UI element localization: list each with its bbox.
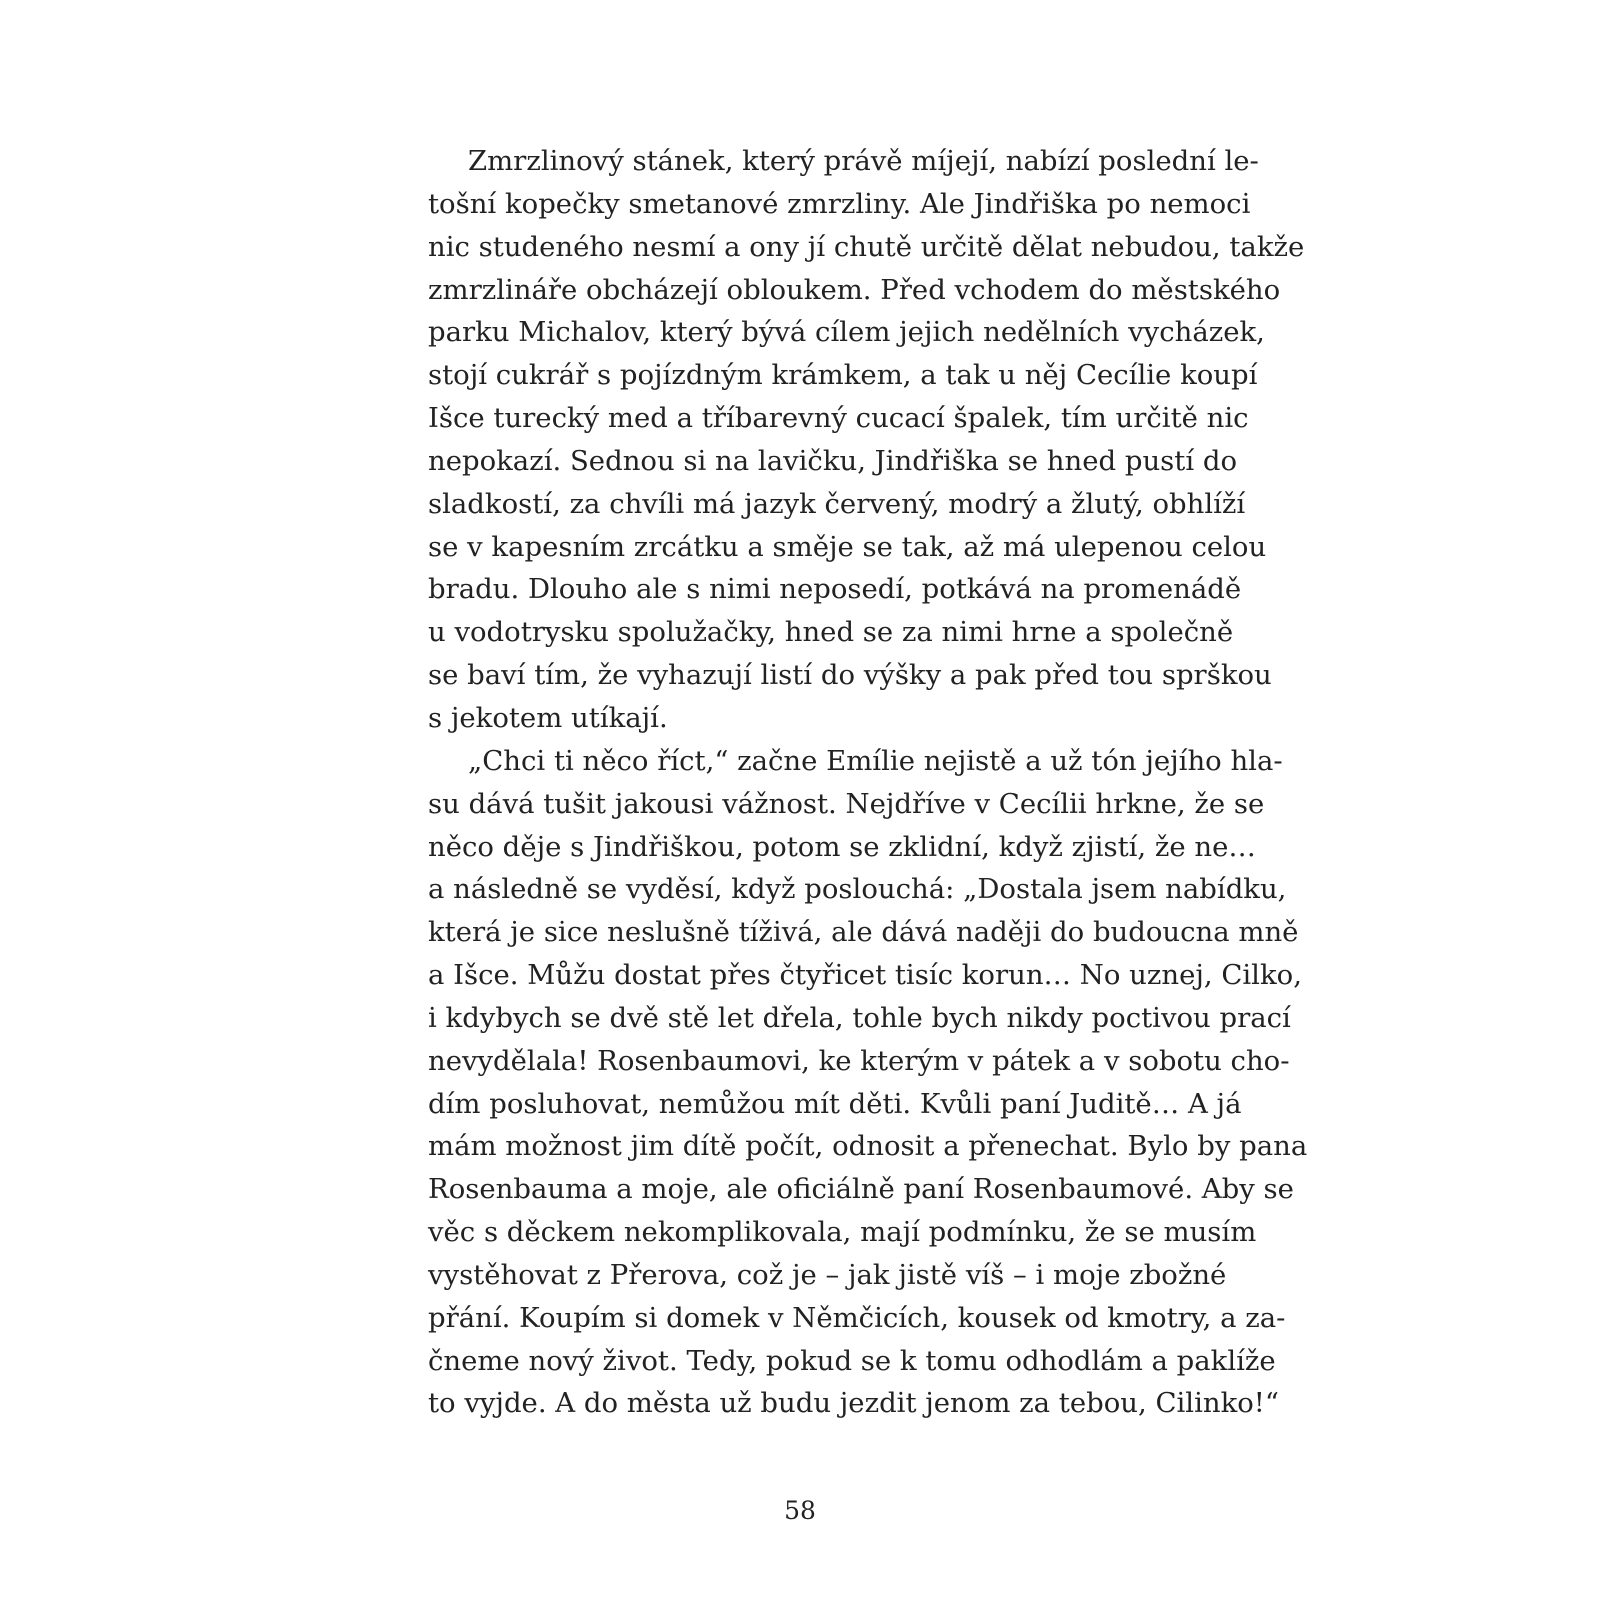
text-line: to vyjde. A do města už budu jezdit jenom za tebou, Cilinko!“ bbox=[428, 1387, 1279, 1420]
text-line: parku Michalov, který bývá cílem jejich nedělních vycházek, bbox=[428, 316, 1265, 349]
text-line: „Chci ti něco říct,“ začne Emílie nejistě a už tón jejího hla- bbox=[468, 744, 1283, 777]
text-line: Išce turecký med a tříbarevný cucací špalek, tím určitě nic bbox=[428, 402, 1249, 435]
text-line: přání. Koupím si domek v Němčicích, kousek od kmotry, a za- bbox=[428, 1301, 1286, 1334]
text-line: sladkostí, za chvíli má jazyk červený, modrý a žlutý, obhlíží bbox=[428, 487, 1246, 520]
text-line: tošní kopečky smetanové zmrzliny. Ale Jindřiška po nemoci bbox=[428, 187, 1251, 220]
text-line: nevydělala! Rosenbaumovi, ke kterým v pátek a v sobotu cho- bbox=[428, 1044, 1290, 1077]
text-line: mám možnost jim dítě počít, odnosit a přenechat. Bylo by pana bbox=[428, 1130, 1308, 1163]
text-line: nepokazí. Sednou si na lavičku, Jindřiška se hned pustí do bbox=[428, 444, 1238, 477]
text-line: stojí cukrář s pojízdným krámkem, a tak u něj Cecílie koupí bbox=[428, 359, 1258, 392]
page-number: 58 bbox=[784, 1496, 816, 1525]
text-line: zmrzlináře obcházejí obloukem. Před vchodem do městského bbox=[428, 273, 1281, 306]
text-line: dím posluhovat, nemůžou mít děti. Kvůli paní Juditě… A já bbox=[428, 1087, 1242, 1120]
text-line: s jekotem utíkají. bbox=[428, 701, 668, 734]
text-line: vystěhovat z Přerova, což je – jak jistě víš – i moje zbožné bbox=[428, 1258, 1227, 1291]
text-line: u vodotrysku spolužačky, hned se za nimi hrne a společně bbox=[428, 616, 1234, 649]
text-line: věc s děckem nekomplikovala, mají podmínku, že se musím bbox=[428, 1216, 1257, 1249]
text-line: se baví tím, že vyhazují listí do výšky a pak před tou sprškou bbox=[428, 659, 1272, 692]
text-line: která je sice neslušně tíživá, ale dává naději do budoucna mně bbox=[428, 916, 1299, 949]
text-line: i kdybych se dvě stě let dřela, tohle bych nikdy poctivou prací bbox=[428, 1001, 1291, 1034]
text-line: bradu. Dlouho ale s nimi neposedí, potkává na promenádě bbox=[428, 573, 1242, 606]
text-line: a následně se vyděsí, když poslouchá: „Dostala jsem nabídku, bbox=[428, 873, 1287, 906]
body-text bbox=[428, 140, 1308, 1425]
text-line: su dává tušit jakousi vážnost. Nejdříve v Cecílii hrkne, že se bbox=[428, 787, 1265, 820]
text-line: se v kapesním zrcátku a směje se tak, až má ulepenou celou bbox=[428, 530, 1267, 563]
text-line: nic studeného nesmí a ony jí chutě určitě dělat nebudou, takže bbox=[428, 230, 1305, 263]
text-line: něco děje s Jindřiškou, potom se zklidní, když zjistí, že ne… bbox=[428, 830, 1256, 863]
text-line: Zmrzlinový stánek, který právě míjejí, nabízí poslední le- bbox=[468, 145, 1259, 177]
text-line: a Išce. Můžu dostat přes čtyřicet tisíc korun… No uznej, Cilko, bbox=[428, 959, 1302, 992]
text-line: čneme nový život. Tedy, pokud se k tomu odhodlám a paklíže bbox=[428, 1344, 1276, 1377]
text-line: Rosenbauma a moje, ale oficiálně paní Rosenbaumové. Aby se bbox=[428, 1173, 1294, 1206]
